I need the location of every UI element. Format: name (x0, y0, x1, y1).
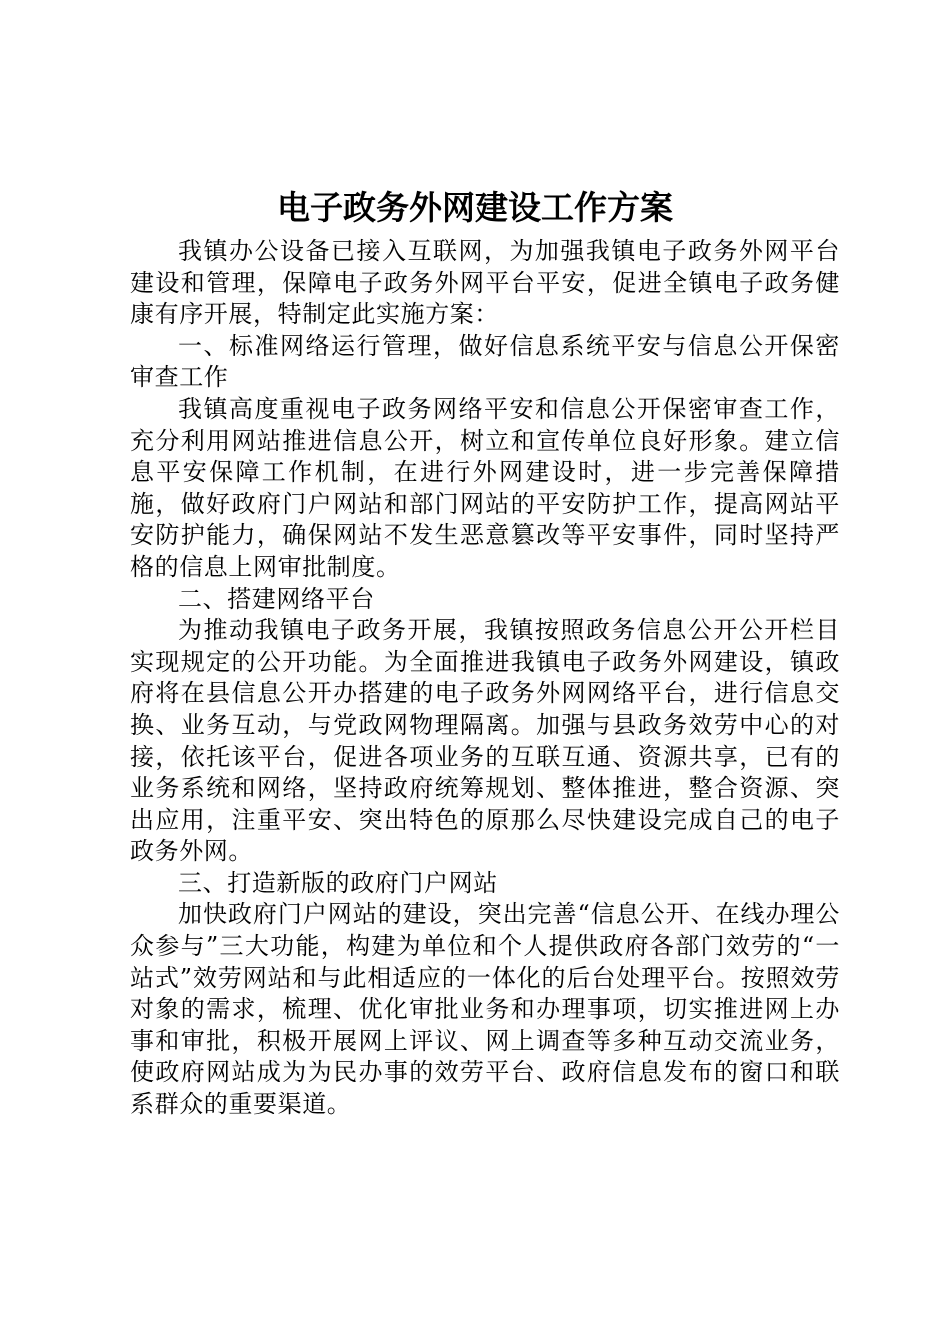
section-paragraph-2: 为推动我镇电子政务开展，我镇按照政务信息公开公开栏目实现规定的公开功能。为全面推进我镇电子政务外网建设，镇政府将在县信息公开办搭建的电子政务外网网络平台，进行信息交换、业务互动，与党政网物理隔离。加强与县政务效劳中心的对接，依托该平台，促进各项业务的互联互通、资源共享，已有的业务系统和网络，坚持政府统筹规划、整体推进，整合资源、突出应用，注重平安、突出特色的原那么尽快建设完成自己的电子政务外网。 (130, 616, 840, 866)
section-paragraph-1: 我镇高度重视电子政务网络平安和信息公开保密审查工作，充分利用网站推进信息公开，树立和宣传单位良好形象。建立信息平安保障工作机制，在进行外网建设时，进一步完善保障措施，做好政府门户网站和部门网站的平安防护工作，提高网站平安防护能力，确保网站不发生恶意篡改等平安事件，同时坚持严格的信息上网审批制度。 (130, 394, 840, 581)
document-title: 电子政务外网建设工作方案 (277, 188, 673, 227)
document-body (130, 236, 840, 1121)
section-heading-1: 一、标准网络运行管理，做好信息系统平安与信息公开保密审查工作 (130, 331, 840, 392)
section-heading-2: 二、搭建网络平台 (178, 584, 375, 613)
intro-paragraph: 我镇办公设备已接入互联网，为加强我镇电子政务外网平台建设和管理，保障电子政务外网平台平安，促进全镇电子政务健康有序开展，特制定此实施方案： (130, 237, 840, 329)
section-heading-3: 三、打造新版的政府门户网站 (178, 868, 498, 897)
section-paragraph-3: 加快政府门户网站的建设，突出完善“信息公开、在线办理公众参与”三大功能，构建为单位和个人提供政府各部门效劳的“一站式”效劳网站和与此相适应的一体化的后台处理平台。按照效劳对象的需求，梳理、优化审批业务和办理事项，切实推进网上办事和审批，积极开展网上评议、网上调查等多种互动交流业务，使政府网站成为为民办事的效劳平台、政府信息发布的窗口和联系群众的重要渠道。 (130, 900, 840, 1119)
